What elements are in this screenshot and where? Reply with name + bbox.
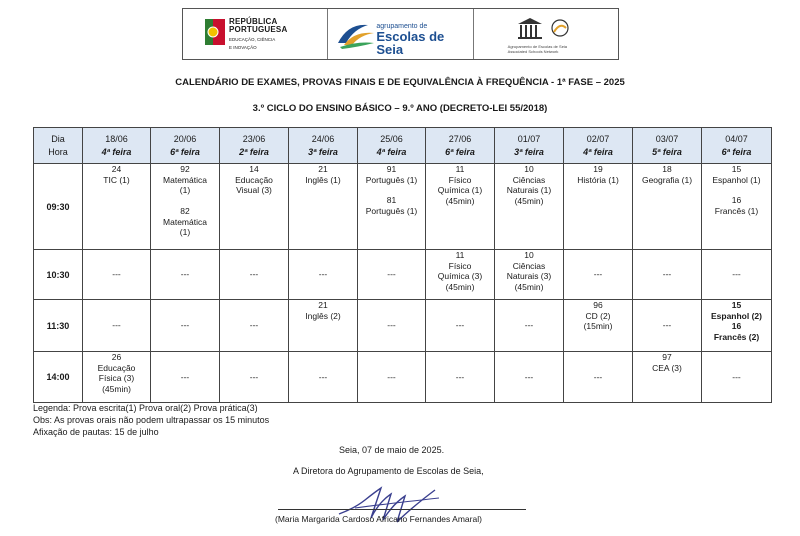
exam-cell bbox=[702, 300, 772, 352]
day-date: 04/07 bbox=[725, 134, 748, 145]
time-cell: 14:00 bbox=[34, 352, 83, 403]
exam-code: 97 bbox=[662, 352, 672, 362]
exam-subject: Espanhol (2) bbox=[710, 310, 762, 321]
agrupamento-label: agrupamento de bbox=[376, 23, 428, 30]
agrupamento-seia-logo-icon bbox=[336, 17, 376, 51]
exam-subject: Química (3) bbox=[437, 271, 483, 282]
table-body bbox=[34, 164, 772, 403]
exam-code: 11 bbox=[455, 164, 465, 174]
ministerio-label-1: EDUCAÇÃO, CIÊNCIA bbox=[229, 36, 276, 42]
exam-subject: 16 bbox=[731, 321, 742, 332]
exam-cell: --- bbox=[83, 250, 151, 300]
entry-gap bbox=[703, 185, 770, 195]
exam-code: 15 bbox=[731, 164, 742, 174]
republica-logo-block bbox=[183, 9, 327, 59]
exam-code: 81 bbox=[386, 195, 397, 206]
exam-subject: Naturais (3) bbox=[506, 271, 552, 282]
exam-subject: Francês (1) bbox=[714, 205, 759, 216]
exam-cell bbox=[702, 164, 772, 250]
exam-subject: (45min) bbox=[514, 281, 544, 292]
exam-subject: (45min) bbox=[445, 195, 475, 206]
unesco-caption-1: Agrupamento de Escolas de Seia bbox=[507, 44, 568, 49]
exam-code: 18 bbox=[662, 164, 672, 174]
exam-cell bbox=[358, 164, 426, 250]
exam-subject: (15min) bbox=[583, 321, 613, 332]
exam-subject: (1) bbox=[179, 185, 191, 196]
exam-cell: --- bbox=[83, 300, 151, 352]
exam-code: 26 bbox=[111, 352, 122, 362]
exam-cell: --- bbox=[220, 352, 289, 403]
day-header-04-07 bbox=[702, 128, 772, 164]
exam-cell: --- bbox=[702, 250, 772, 300]
day-date: 24/06 bbox=[311, 134, 335, 145]
exam-cell: --- bbox=[702, 352, 772, 403]
exam-subject: (45min) bbox=[445, 281, 475, 292]
exam-code: 82 bbox=[180, 205, 190, 216]
day-header-24-06 bbox=[289, 128, 358, 164]
exam-subject: Matemática bbox=[163, 174, 207, 185]
exam-cell bbox=[289, 300, 358, 352]
exam-cell: --- bbox=[358, 300, 426, 352]
day-header-03-07 bbox=[633, 128, 702, 164]
exam-cell bbox=[289, 164, 358, 250]
exam-code: 10 bbox=[524, 250, 534, 260]
exam-subject: Química (1) bbox=[437, 185, 483, 196]
exam-cell bbox=[426, 250, 495, 300]
exam-subject: TIC (1) bbox=[103, 174, 130, 185]
exam-code: 19 bbox=[593, 164, 603, 174]
exam-subject: Geografia (1) bbox=[641, 174, 693, 185]
agrupamento-logo-block bbox=[327, 9, 472, 59]
exam-cell: --- bbox=[220, 300, 289, 352]
exam-cell bbox=[83, 352, 151, 403]
exam-code: 10 bbox=[524, 164, 534, 174]
day-header-23-06 bbox=[220, 128, 289, 164]
ministerio-label-2: E INOVAÇÃO bbox=[229, 44, 257, 50]
day-header-27-06 bbox=[426, 128, 495, 164]
day-header-25-06 bbox=[358, 128, 426, 164]
exam-cell bbox=[564, 300, 633, 352]
corner-cell bbox=[34, 128, 83, 164]
exam-cell: --- bbox=[358, 352, 426, 403]
day-weekday: 4ª feira bbox=[583, 146, 613, 157]
entry-gap bbox=[359, 185, 424, 195]
exam-subject: (45min) bbox=[102, 383, 131, 394]
exam-code: 14 bbox=[249, 164, 259, 174]
exam-code: 11 bbox=[455, 250, 465, 260]
corner-dia: Dia bbox=[51, 134, 65, 145]
table-row bbox=[34, 250, 772, 300]
exam-cell: --- bbox=[564, 250, 633, 300]
exam-cell bbox=[220, 164, 289, 250]
notes-block bbox=[33, 403, 269, 439]
obs-text: Obs: As provas orais não podem ultrapassar os 15 minutos bbox=[33, 414, 270, 425]
day-weekday: 3ª feira bbox=[308, 146, 338, 157]
exam-cell: --- bbox=[633, 300, 702, 352]
exam-subject: CD (2) bbox=[585, 310, 611, 321]
escolas-seia-label: Escolas de Seia bbox=[376, 29, 445, 57]
director-line: A Diretora do Agrupamento de Escolas de Seia, bbox=[293, 466, 484, 476]
day-header-18-06 bbox=[83, 128, 151, 164]
day-date: 02/07 bbox=[586, 134, 610, 145]
day-header-20-06 bbox=[151, 128, 220, 164]
exam-code: 15 bbox=[731, 300, 742, 310]
exam-cell bbox=[495, 250, 564, 300]
table-row bbox=[34, 164, 772, 250]
corner-hora: Hora bbox=[48, 146, 68, 157]
exam-subject: Educação bbox=[235, 174, 273, 185]
exam-subject: Francês (2) bbox=[713, 331, 760, 342]
time-cell: 10:30 bbox=[34, 250, 83, 300]
unesco-temple-icon bbox=[516, 16, 576, 42]
exam-code: 24 bbox=[111, 164, 122, 174]
day-date: 27/06 bbox=[448, 134, 472, 145]
page-subtitle: 3.º CICLO DO ENSINO BÁSICO – 9.º ANO (DECRETO-LEI 55/2018) bbox=[252, 103, 548, 114]
day-weekday: 2ª feira bbox=[239, 146, 269, 157]
exam-subject: Ciências bbox=[512, 260, 546, 271]
day-weekday: 6ª feira bbox=[170, 146, 200, 157]
exam-subject: Matemática bbox=[163, 216, 207, 227]
exam-cell: --- bbox=[289, 250, 358, 300]
table-row bbox=[34, 352, 772, 403]
day-date: 23/06 bbox=[242, 134, 266, 145]
signature-line bbox=[278, 509, 526, 510]
day-date: 20/06 bbox=[173, 134, 197, 145]
place-date: Seia, 07 de maio de 2025. bbox=[339, 445, 445, 455]
day-date: 25/06 bbox=[380, 134, 403, 145]
exam-code: 92 bbox=[180, 164, 190, 174]
day-header-01-07 bbox=[495, 128, 564, 164]
page-title: CALENDÁRIO DE EXAMES, PROVAS FINAIS E DE EQUIVALÊNCIA À FREQUÊNCIA - 1ª FASE – 2025 bbox=[175, 77, 625, 88]
exam-cell: --- bbox=[358, 250, 426, 300]
day-date: 03/07 bbox=[655, 134, 679, 145]
exam-code: 16 bbox=[731, 195, 742, 206]
exam-cell: --- bbox=[495, 352, 564, 403]
day-header-02-07 bbox=[564, 128, 633, 164]
exam-code: 21 bbox=[318, 164, 328, 174]
day-weekday: 4ª feira bbox=[101, 146, 132, 157]
exam-subject: Ciências bbox=[512, 174, 546, 185]
exam-subject: Português (1) bbox=[365, 174, 418, 185]
exam-cell bbox=[151, 164, 220, 250]
day-date: 18/06 bbox=[105, 134, 128, 145]
exam-cell: --- bbox=[289, 352, 358, 403]
exam-cell: --- bbox=[151, 352, 220, 403]
exam-cell: --- bbox=[495, 300, 564, 352]
unesco-caption-2: Associated Schools Network bbox=[507, 48, 559, 54]
exam-subject: Física (3) bbox=[98, 373, 135, 384]
exam-cell bbox=[564, 164, 633, 250]
day-weekday: 6ª feira bbox=[721, 146, 752, 157]
exam-subject: Inglês (1) bbox=[305, 174, 341, 185]
exam-subject: Educação bbox=[97, 362, 136, 373]
exam-cell bbox=[495, 164, 564, 250]
exam-code: 21 bbox=[318, 300, 328, 310]
exam-cell: --- bbox=[564, 352, 633, 403]
exam-subject: Espanhol (1) bbox=[712, 174, 761, 185]
exam-cell: --- bbox=[220, 250, 289, 300]
day-weekday: 5ª feira bbox=[652, 146, 682, 157]
legend-text: Legenda: Prova escrita(1) Prova oral(2) Prova prática(3) bbox=[33, 403, 258, 413]
republica-emblem-icon bbox=[205, 19, 225, 45]
exam-subject: (45min) bbox=[514, 195, 544, 206]
exam-subject: CEA (3) bbox=[652, 362, 682, 373]
signatory-name: (Maria Margarida Cardoso Africano Fernandes Amaral) bbox=[275, 514, 482, 524]
time-cell: 11:30 bbox=[34, 300, 83, 352]
time-cell: 09:30 bbox=[34, 164, 83, 250]
exam-cell bbox=[633, 352, 702, 403]
exam-cell: --- bbox=[633, 250, 702, 300]
republica-label: REPÚBLICA bbox=[229, 17, 278, 26]
exam-subject: Visual (3) bbox=[236, 185, 272, 196]
exam-cell bbox=[426, 164, 495, 250]
table-header-row bbox=[34, 128, 772, 164]
exam-subject: Português (1) bbox=[365, 205, 418, 216]
exam-subject: Naturais (1) bbox=[506, 185, 552, 196]
exam-subject: Físico bbox=[448, 260, 472, 271]
exam-subject: (1) bbox=[179, 227, 191, 238]
exam-code: 91 bbox=[386, 164, 397, 174]
exam-cell bbox=[633, 164, 702, 250]
exam-code: 96 bbox=[593, 300, 603, 310]
unesco-logo-block bbox=[473, 9, 618, 59]
afixacao-text: Afixação de pautas: 15 de julho bbox=[33, 426, 159, 437]
day-date: 01/07 bbox=[517, 134, 541, 145]
day-weekday: 4ª feira bbox=[376, 146, 407, 157]
exam-subject: Físico bbox=[448, 174, 472, 185]
day-weekday: 6ª feira bbox=[445, 146, 475, 157]
exam-cell: --- bbox=[151, 300, 220, 352]
exam-schedule-table bbox=[33, 127, 772, 403]
day-weekday: 3ª feira bbox=[514, 146, 544, 157]
table-row bbox=[34, 300, 772, 352]
entry-gap bbox=[152, 196, 218, 206]
exam-cell bbox=[83, 164, 151, 250]
exam-subject: Inglês (2) bbox=[305, 310, 341, 321]
exam-cell: --- bbox=[151, 250, 220, 300]
exam-cell: --- bbox=[426, 352, 495, 403]
exam-subject: História (1) bbox=[577, 174, 619, 185]
header-logos bbox=[182, 8, 619, 60]
exam-cell: --- bbox=[426, 300, 495, 352]
portuguesa-label: PORTUGUESA bbox=[229, 25, 288, 35]
